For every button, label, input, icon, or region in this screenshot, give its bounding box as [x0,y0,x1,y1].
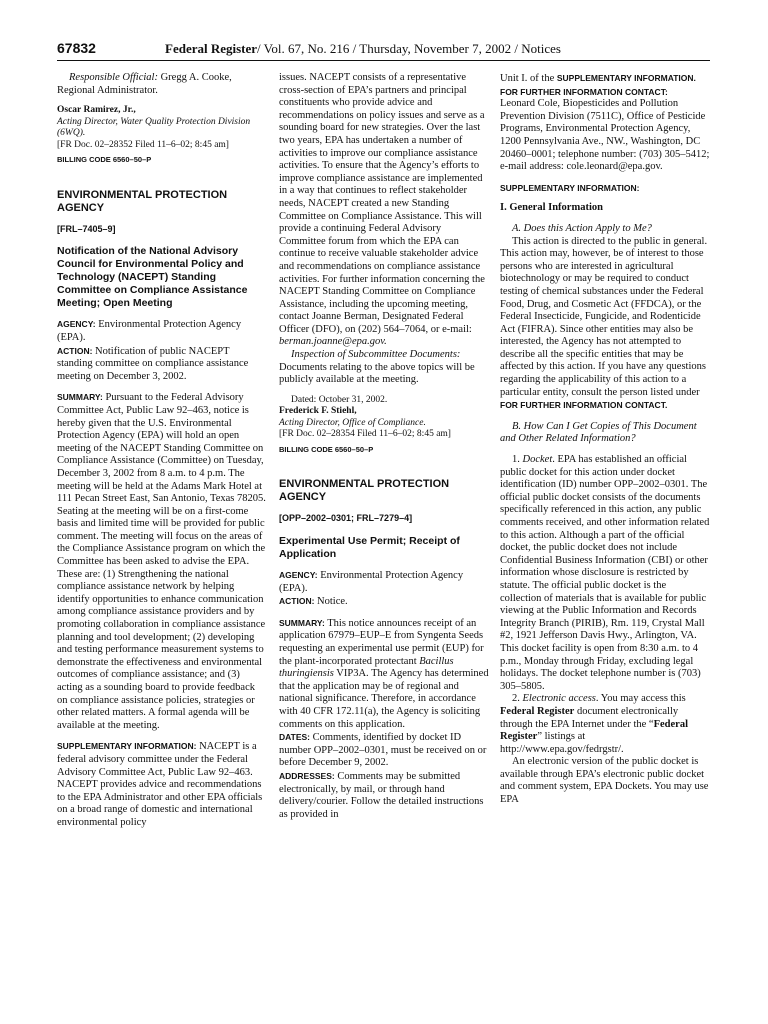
action-line: ACTION: Notification of public NACEPT standing committee on compliance assistance meeting on December 3, 2002. [57,345,249,382]
responsible-official: Responsible Official: Gregg A. Cooke, Regional Administrator. [57,72,232,96]
action-line: ACTION: Notice. [279,596,348,608]
document-title: Experimental Use Permit; Receipt of Application [279,535,460,561]
contact-text: Leonard Cole, Biopesticides and Pollution Prevention Division (7511C), Office of Pesticide Programs, Environmental Protection Agency, 1200 Pennsylvania Ave., NW., Washington, DC 20460–0001; telephone number: (703) 305–5412; e-mail address: cole.leonard@epa.gov. [500,98,710,173]
continued-text: issues. NACEPT consists of a representative cross-section of EPA’s partners and principal constituents who provide advice and recommendations on policy issues and serve as a sounding board for new strategies. Over the last two years, EPA has undertaken a number of activities to improve our compliance assistance activities. To ensure that the Agency’s efforts to improve compliance assistance are implemented in a way that continues to reflect stakeholder needs, NACEPT created a new Standing Committee on Compliance Assistance. This will provide a continuing Federal Advisory Committee forum from which the EPA can continue to receive valuable stakeholder advice and recommendations on compliance assistance activities. For further information concerning the NACEPT Standing Committee on Compliance Assistance, including the upcoming meeting, contact Joanne Berman, Designated Federal Officer (DFO), on (202) 564–7064, or e-mail: berman.joanne@epa.gov. [279,72,485,348]
supplementary-label: SUPPLEMENTARY INFORMATION: [500,182,640,193]
agency-heading: ENVIRONMENTAL PROTECTION AGENCY [57,188,228,214]
signer-title: Acting Director, Office of Compliance. [279,417,426,428]
summary: SUMMARY: Pursuant to the Federal Advisory Committee Act, Public Law 92–463, notice is hereby given that the U.S. Environmental Protection Agency (EPA) will hold an open meeting of the NACEPT Standing Committee on Compliance Assistance (Committee) on Tuesday, December 3, 2002 from 8 a.m. to 4 p.m. The meeting will be held at the Adams Mark Hotel at 111 Pecan Street East, San Antonio, Texas 78205. Seating at the meeting will be on a first-come basis and limited time will be provided for public comment. The meeting will focus on the areas of the Compliance Assistance program on which the Committee has been asked to advise the EPA. These are: (1) Strengthening the national compliance assistance network by helping identify opportunities to enhance communication among compliance assistance providers and by promoting collaboration in compliance assistance planning and tool development; (2) developing and testing performance measurement systems to demonstrate the effectiveness and environmental outcomes of compliance assistance; and (3) acting as a sounding board to provide feedback on compliance assistance policies, strategies or other related matters. A formal agenda will be available at the meeting. [57,392,266,731]
dates: DATES: Comments, identified by docket ID number OPP–2002–0301, must be received on or before December 9, 2002. [279,732,487,769]
frl-number: [FRL–7405–9] [57,223,116,234]
electronic-docket-paragraph: An electronic version of the public docket is available through EPA’s electronic public docket and comment system, EPA Dockets. You may use EPA [500,756,709,806]
inspection-paragraph: Inspection of Subcommittee Documents: Documents relating to the above topics will be publicly available at the meeting. [279,349,475,386]
electronic-access-paragraph: 2. Electronic access. You may access this Federal Register document electronically through the EPA Internet under the “Federal Register” listings at http://www.epa.gov/fedrgstr/. [500,693,688,755]
signer-name: Frederick F. Stiehl, [279,406,357,417]
unit-ref: Unit I. of the SUPPLEMENTARY INFORMATION. [500,73,696,84]
contact-email: berman.joanne@epa.gov. [279,336,387,348]
column-3 [500,72,710,807]
summary: SUMMARY: This notice announces receipt of an application 67979–EUP–E from Syngenta Seeds requesting an experimental use permit (EUP) for the plant-incorporated protectant Bacillus thuringiensis VIP3A. The Agency has determined that the application may be of regional and national significance. Therefore, in accordance with 40 CFR 172.11(a), the Agency is soliciting comments on this application. [279,617,489,730]
fr-doc: [FR Doc. 02–28352 Filed 11–6–02; 8:45 am] [57,139,229,150]
billing-code: BILLING CODE 6560–50–P [279,444,374,454]
general-info-heading: I. General Information [500,202,603,214]
agency-line: AGENCY: Environmental Protection Agency (EPA). [279,570,464,594]
column-2 [279,72,489,821]
billing-code: BILLING CODE 6560–50–P [57,155,152,165]
fr-doc: [FR Doc. 02–28354 Filed 11–6–02; 8:45 am] [279,429,451,440]
contact-label: FOR FURTHER INFORMATION CONTACT: [500,86,668,97]
page-header [57,38,710,61]
column-1 [57,72,267,830]
agency-line: AGENCY: Environmental Protection Agency (EPA). [57,319,242,343]
agency-heading: ENVIRONMENTAL PROTECTION AGENCY [279,478,450,504]
supplementary-info: SUPPLEMENTARY INFORMATION: NACEPT is a federal advisory committee under the Federal Advisory Committee Act, Public Law 92–463. NACEPT provides advice and recommendations to the EPA Administrator and other EPA officials on a broad range of domestic and international environmental policy [57,741,263,828]
paragraph-a1: This action is directed to the public in general. This action may, however, be of interest to those persons who are interested in agricultural biotechnology or may be required to conduct testing of chemical substances under the Federal Food, Drug, and Cosmetic Act (FFDCA), or the Federal Insecticide, Fungicide, and Rodenticide Act (FIFRA). Since other entities may also be interested, the Agency has not attempted to describe all the specific entities that may be affected by this action. If you have any questions regarding the applicability of this action to a particular entity, consult the person listed under FOR FURTHER INFORMATION CONTACT. [500,235,708,411]
dated-line: Dated: October 31, 2002. [291,394,388,405]
question-b: B. How Can I Get Copies of This Document and Other Related Information? [500,420,697,445]
document-title: Notification of the National Advisory Council for Environmental Policy and Technology (NACEPT) Standing Committee on Compliance Assistance Meeting; Open Meeting [57,245,248,310]
question-a: A. Does this Action Apply to Me? [512,222,652,234]
docket-paragraph: 1. Docket. EPA has established an official public docket for this action under docket identification (ID) number OPP–2002–0301. The official public docket consists of the documents specifically referenced in this action, any public comments received, and other information related to this action. Although a part of the official docket, the public docket does not include Confidential Business Information (CBI) or other information whose disclosure is restricted by statute. The official public docket is the collection of materials that is available for public viewing at the Public Information and Records Integrity Branch (PIRIB), Rm. 119, Crystal Mall #2, 1921 Jefferson Davis Hwy., Arlington, VA. This docket facility is open from 8:30 a.m. to 4 p.m., Monday through Friday, excluding legal holidays. The docket telephone number is (703) 305–5805. [500,454,710,692]
citation: / Vol. 67, No. 216 / Thursday, November 7, 2002 / Notices [257,41,561,56]
signer-title: Acting Director, Water Quality Protection Division (6WQ). [57,116,251,139]
page-number: 67832 [57,40,96,56]
journal-name: Federal Register [165,41,258,56]
running-head [165,41,561,57]
signer-name: Oscar Ramirez, Jr., [57,105,136,116]
docket-number: [OPP–2002–0301; FRL–7279–4] [279,513,413,524]
addresses: ADDRESSES: Comments may be submitted electronically, by mail, or through hand delivery/courier. Follow the detailed instructions as provided in [279,770,484,820]
